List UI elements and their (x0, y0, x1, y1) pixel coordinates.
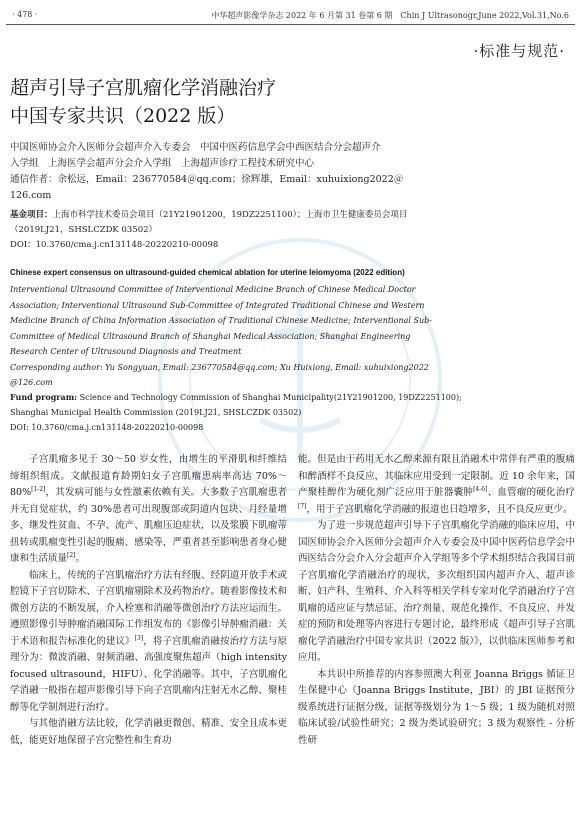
paragraph: 能。但是由于药用无水乙醇来源有限且消融术中常伴有严重的腹痛和醉酒样不良反应，其临床应用受到一定限制。近 10 余年来，国产聚桂醇作为硬化剂广泛应用于脏器囊肿[4-6]、血管瘤的硬化治疗[7]，用于子宫肌瘤化学消融的报道也日趋增多，且不良反应更少。 (298, 454, 575, 515)
body-right-column (298, 452, 575, 749)
running-header (6, 8, 575, 20)
author-line: 入学组 上海医学会超声分会介入学组 上海超声诊疗工程技术研究中心 (10, 158, 315, 169)
en-corresponding-cont: @126.com (10, 378, 53, 387)
paragraph: 子宫肌瘤多见于 30～50 岁女性，由增生的平滑肌和纤维结缔组织组成。文献报道育龄期妇女子宫肌瘤患病率高达 70%～80%[1-2]，其发病可能与女性激素依赖有关。大多数子宫肌瘤患者并无自觉症状，约 30%患者可出现腹部或阴道内包块、月经量增多、继发性贫血、不孕、流产、肌瘤压迫症状，以及浆膜下肌瘤蒂扭转或肌瘤变性引起的腹痛、感染等，严重者甚至影响患者身心健康和生活质量[2]。 (10, 454, 287, 564)
author-line: 中国医师协会介入医师分会超声介入专委会 中国中医药信息学会中西医结合分会超声介 (10, 142, 381, 153)
paragraph: 与其他消融方法比较，化学消融更微创、精准、安全且成本更低，能更好地保留子宫完整性和生育功 (10, 718, 287, 746)
fund-en-line: Science and Technology Commission of Shanghai Municipality(21Y21901200, 19DZ2251100); (77, 393, 462, 402)
en-author-line: Association; Interventional Ultrasound Sub-Committee of Integrated Traditional Chinese and Western (10, 300, 425, 310)
body-left-column (10, 452, 287, 749)
corresponding-author-cont: 126.com (10, 190, 52, 201)
paragraph: 为了进一步规范超声引导下子宫肌瘤化学消融的临床应用，中国医师协会介入医师分会超声介入专委会及中国中医药信息学会中西医结合分会介入分会超声介入学组等多个学术组织结合我国目前子宫肌瘤化学消融治疗的现状，多次组织国内超声介入、超声诊断、妇产科、生殖科、介入科等相关学科专家对化学消融治疗子宫肌瘤的适应证与禁忌证、治疗剂量、规范化操作、不良反应、并发症的预防和处理等内容进行专题讨论，最终形成《超声引导子宫肌瘤化学消融治疗中国专家共识（2022 版）》，以供临床医师参考和应用。 (298, 520, 575, 663)
citation[interactable]: [3] (134, 634, 144, 642)
title-line-1: 超声引导子宫肌瘤化学消融治疗 (10, 77, 277, 99)
header-rule (6, 24, 575, 25)
corresponding-author: 通信作者：余松远，Email：236770584＠qq.com；徐辉雄，Email：xuhuixiong2022＠ (10, 174, 404, 185)
citation[interactable]: [7] (298, 502, 307, 510)
fund-label: 基金项目： (10, 210, 53, 220)
doi-cn: DOI：10.3760/cma.j.cn131148-20220210-00098 (10, 240, 219, 250)
paragraph: 本共识中所推荐的内容参照澳大利亚 Joanna Briggs 循证卫生保健中心（Joanna Briggs Institute，JBI）的 JBI 证据预分级系统进行证据分级，证据等级划分为 1～5 级；1 级为随机对照临床试验/试验性研究；2 级为类试验研究；3 级为观察性 - 分析性研 (298, 668, 575, 746)
fund-cn (10, 208, 570, 253)
page-number: · 478 · (12, 10, 38, 19)
en-corresponding: Corresponding author: Yu Songyuan, Email: 236770584@qq.com; Xu Huixiong, Email: xuhuixiong2022 (10, 362, 429, 372)
en-author-line: Research Center of Ultrasound Diagnosis and Treatment (10, 347, 242, 356)
fund-line: （2019LJ21，SHSLCZDK 03502） (10, 225, 158, 235)
fund-en-label: Fund program: (10, 392, 78, 402)
journal-citation: 中华超声影像学杂志 2022 年 6 月第 31 卷第 6 期 Chin J Ultrasonogr,June 2022,Vol.31,No.6 (211, 11, 569, 20)
english-title: Chinese expert consensus on ultrasound-guided chemical ablation for uterine leiomyoma (2022 edition) (10, 268, 405, 277)
fund-line: 上海市科学技术委员会项目（21Y21901200，19DZ2251100）；上海市卫生健康委员会项目 (52, 210, 408, 220)
fund-en-line: Shanghai Municipal Health Commission (2019LJ21, SHSLCZDK 03502) (10, 408, 302, 417)
fund-en (10, 390, 570, 435)
citation[interactable]: [2] (67, 551, 76, 559)
en-author-line: Medicine Branch of China Information Association of Traditional Chinese Medicine; Interventional Sub- (10, 316, 432, 325)
doi-en: DOI: 10.3760/cma.j.cn131148-20220210-00098 (10, 423, 204, 432)
title-line-2: 中国专家共识（2022 版） (10, 105, 236, 127)
citation[interactable]: [1-2] (31, 485, 46, 493)
english-authors (10, 282, 570, 391)
section-tag: ·标准与规范· (473, 42, 565, 60)
paragraph: 临床上，传统的子宫肌瘤治疗方法有经腹、经阴道开放手术或腔镜下子宫切除术、子宫肌瘤剔除术及药物治疗。随着影像技术和微创方法的不断发展，介入栓塞和消融等微创治疗方法应运而生。遵照影像引导肿瘤消融国际工作组发布的《影像引导肿瘤消融：关于术语和报告标准化的建议》[3]，将子宫肌瘤消融按治疗方法与原理分为：微波消融、射频消融、高强度聚焦超声（high intensity focused ultrasound，HIFU）、化学消融等。其中，子宫肌瘤化学消融一般指在超声影像引导下向子宫肌瘤内注射无水乙醇、聚桂醇等化学制剂进行治疗。 (10, 569, 287, 713)
author-affiliations (10, 140, 570, 204)
en-author-line: Committee of Medical Ultrasound Branch of Shanghai Medical Association; Shanghai Engineering (10, 331, 411, 341)
article-title (10, 74, 450, 130)
citation[interactable]: [4-6] (473, 485, 488, 493)
en-author-line: Interventional Ultrasound Committee of Interventional Medicine Branch of Chinese Medical Doctor (10, 285, 416, 294)
